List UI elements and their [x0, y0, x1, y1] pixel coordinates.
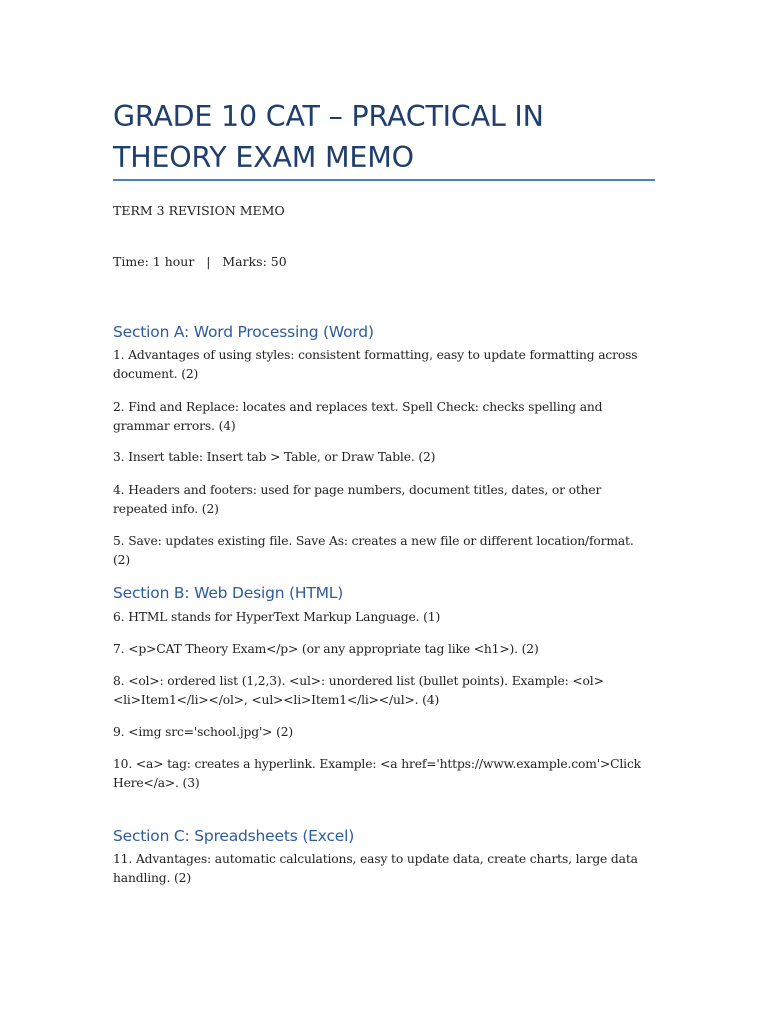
section-a-heading: Section A: Word Processing (Word) [113, 323, 374, 341]
memo-item-2: 2. Find and Replace: locates and replaces text. Spell Check: checks spelling and grammar errors. (4) [113, 400, 603, 433]
memo-item-6: 6. HTML stands for HyperText Markup Language. (1) [113, 610, 441, 624]
memo-item-4: 4. Headers and footers: used for page numbers, document titles, dates, or other repeated info. (2) [113, 483, 602, 516]
memo-item-8: 8. <ol>: ordered list (1,2,3). <ul>: unordered list (bullet points). Example: <ol><li>Item1</li></ol>, <ul><li>Item1</li></ul>. (4) [113, 674, 604, 707]
time-and-marks: Time: 1 hour | Marks: 50 [113, 254, 287, 269]
memo-item-7: 7. <p>CAT Theory Exam</p> (or any appropriate tag like <h1>). (2) [113, 642, 539, 656]
document-subtitle: TERM 3 REVISION MEMO [113, 203, 285, 218]
document-title: GRADE 10 CAT – PRACTICAL IN THEORY EXAM MEMO [113, 100, 544, 174]
title-underline [113, 179, 655, 181]
memo-item-9: 9. <img src='school.jpg'> (2) [113, 725, 294, 739]
section-c-heading: Section C: Spreadsheets (Excel) [113, 827, 355, 845]
memo-item-11: 11. Advantages: automatic calculations, easy to update data, create charts, large data handling. (2) [113, 852, 638, 885]
section-b-heading: Section B: Web Design (HTML) [113, 584, 344, 602]
memo-item-1: 1. Advantages of using styles: consistent formatting, easy to update formatting across document. (2) [113, 348, 638, 381]
memo-item-5: 5. Save: updates existing file. Save As: creates a new file or different location/format. (2) [113, 534, 634, 567]
memo-item-3: 3. Insert table: Insert tab > Table, or Draw Table. (2) [113, 450, 436, 464]
memo-item-10: 10. <a> tag: creates a hyperlink. Example: <a href='https://www.example.com'>Click Here</a>. (3) [113, 757, 641, 790]
